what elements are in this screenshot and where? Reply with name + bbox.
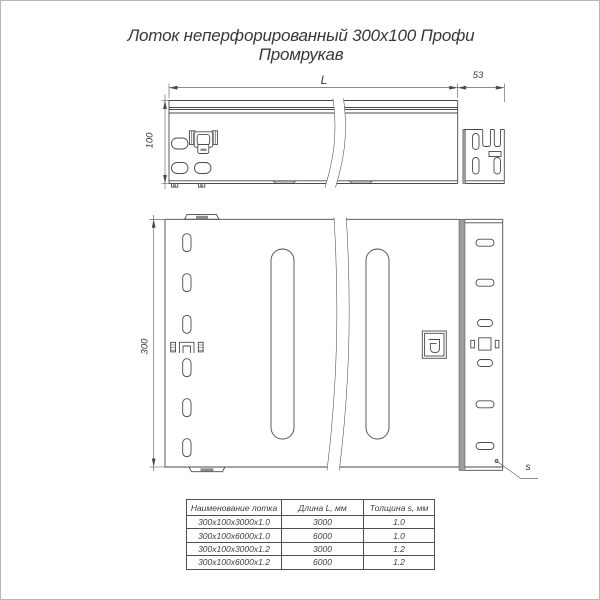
dim-label-height: 100 (144, 132, 156, 149)
cell-name: 300х100х6000х1.0 (187, 529, 282, 542)
slot-edge-bump (273, 181, 296, 183)
cell-thickness: 1.0 (364, 529, 435, 542)
spec-table-header-row (187, 500, 435, 516)
cell-length: 3000 (282, 542, 364, 555)
cell-thickness: 1.2 (364, 542, 435, 555)
slot-edge-bump (349, 181, 373, 183)
connector-strip (459, 219, 503, 470)
cell-length: 6000 (282, 529, 364, 542)
promrukav-logo-icon (422, 331, 446, 358)
plan-view (165, 215, 459, 472)
dimension-53 (458, 84, 505, 103)
bottom-tab (172, 184, 205, 188)
dim-label-thickness: s (525, 461, 531, 473)
cell-thickness: 1.2 (364, 556, 435, 569)
dimension-100 (162, 95, 170, 190)
col-header-name: Наименование лотка (187, 500, 282, 516)
dim-label-length: L (320, 73, 328, 87)
side-view (169, 99, 458, 188)
drawing-title-line-1: Лоток неперфорированный 300х100 Профи (127, 26, 475, 45)
strip-square-holes (471, 338, 499, 350)
cell-name: 300х100х3000х1.0 (187, 516, 282, 529)
latch-tab-top (185, 215, 220, 220)
drawing-title-line-2: Промрукав (258, 45, 344, 64)
latch-tab-bottom (189, 467, 225, 472)
table-row (187, 556, 435, 569)
dim-label-width: 300 (139, 338, 151, 355)
table-row (187, 542, 435, 555)
plan-left-oval-holes (183, 234, 191, 457)
large-oval-slot (271, 249, 294, 439)
cell-thickness: 1.0 (364, 516, 435, 529)
col-header-thickness: Толщина s, мм (364, 500, 435, 516)
table-row (187, 529, 435, 542)
stamp-mark (171, 342, 203, 353)
cell-length: 6000 (282, 556, 364, 569)
dimension-300 (150, 215, 166, 471)
latch-lock (190, 131, 218, 154)
end-connector-side (463, 130, 505, 184)
dim-label-end-width: 53 (472, 70, 484, 81)
cell-name: 300х100х3000х1.2 (187, 542, 282, 555)
table-row (187, 516, 435, 529)
spec-table (186, 499, 435, 570)
large-oval-slot (366, 249, 389, 439)
col-header-length: Длина L, мм (282, 500, 364, 516)
cell-name: 300х100х6000х1.2 (187, 556, 282, 569)
cell-length: 3000 (282, 516, 364, 529)
